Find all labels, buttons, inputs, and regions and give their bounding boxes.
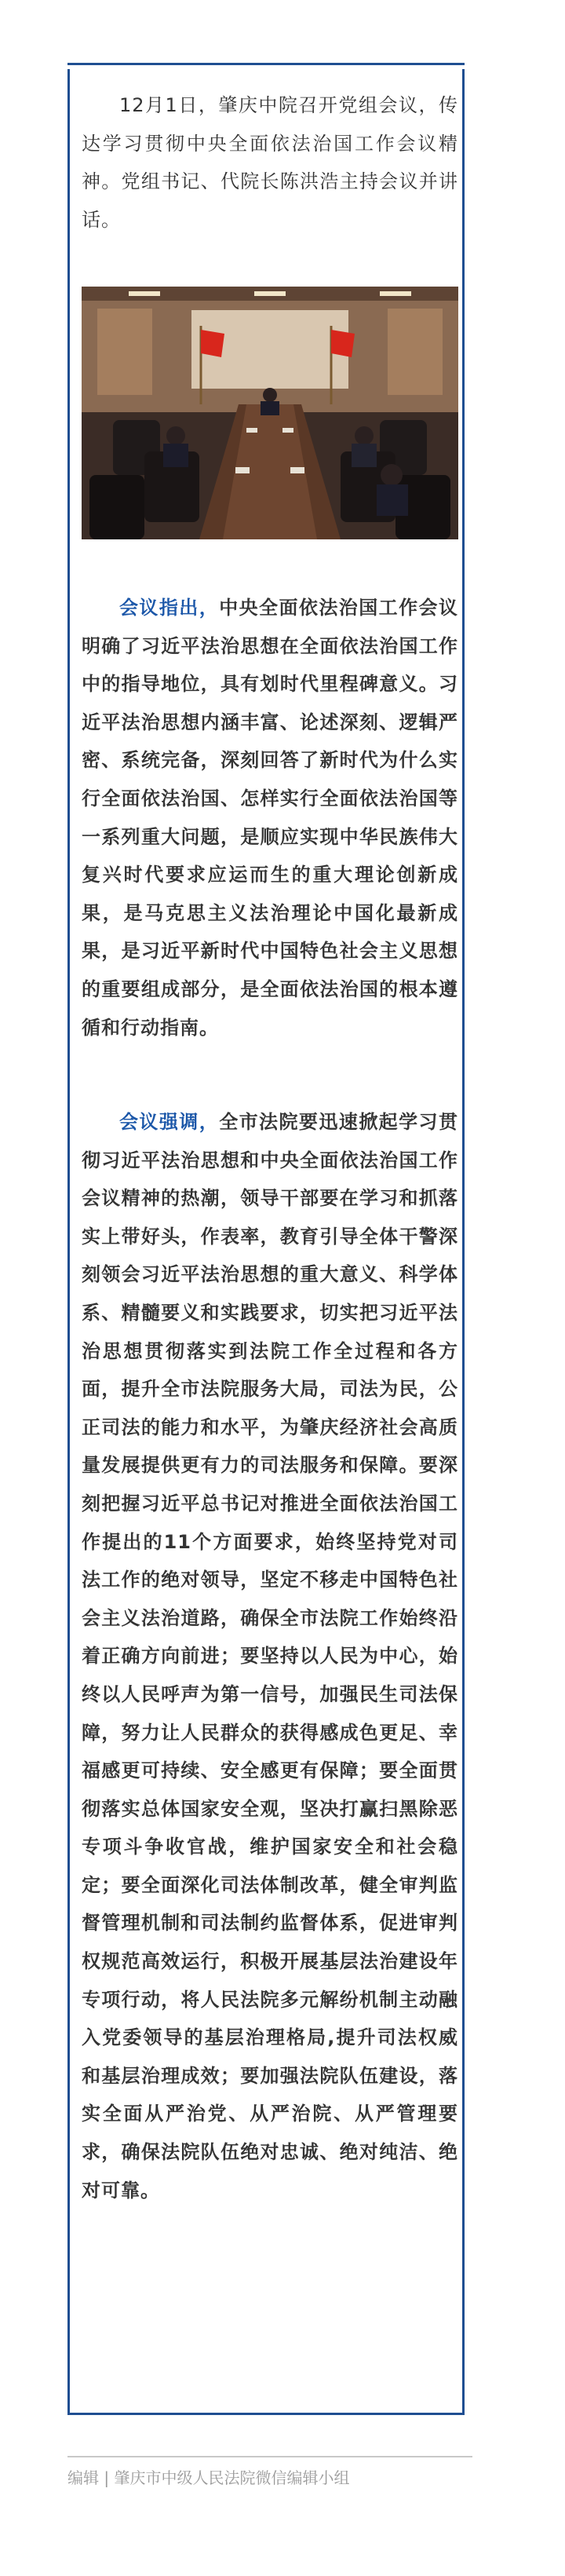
editor-label: 编辑 <box>67 2468 99 2487</box>
meeting-photo <box>82 287 458 539</box>
meeting-room-illustration <box>82 287 458 539</box>
paragraph-intro <box>82 86 458 239</box>
paragraph-meeting-pointed-out <box>82 589 458 1047</box>
paragraph-pointed-out-body: 中央全面依法治国工作会议明确了习近平法治思想在全面依法治国工作中的指导地位，具有划时代里程碑意义。习近平法治思想内涵丰富、论述深刻、逻辑严密、系统完备，深刻回答了新时代为什么实行全面依法治国、怎样实行全面依法治国等一系列重大问题，是顺应实现中华民族伟大复兴时代要求应运而生的重大理论创新成果，是马克思主义法治理论中国化最新成果，是习近平新时代中国特色社会主义思想的重要组成部分，是全面依法治国的根本遵循和行动指南。 <box>82 597 458 1039</box>
lead-phrase-emphasized: 会议强调， <box>119 1111 220 1133</box>
paragraph-meeting-emphasized <box>82 1103 458 2209</box>
paragraph-intro-text: 12月1日，肇庆中院召开党组会议，传达学习贯彻中央全面依法治国工作会议精神。党组书记、代院长陈洪浩主持会议并讲话。 <box>82 94 458 231</box>
lead-phrase-pointed-out: 会议指出， <box>119 597 220 619</box>
paragraph-emphasized-body: 全市法院要迅速掀起学习贯彻习近平法治思想和中央全面依法治国工作会议精神的热潮，领导干部要在学习和抓落实上带好头，作表率，教育引导全体干警深刻领会习近平法治思想的重大意义、科学体系、精髓要义和实践要求，切实把习近平法治思想贯彻落实到法院工作全过程和各方面，提升全市法院服务大局，司法为民，公正司法的能力和水平，为肇庆经济社会高质量发展提供更有力的司法服务和保障。要深刻把握习近平总书记对推进全面依法治国工作提出的11个方面要求，始终坚持党对司法工作的绝对领导，坚定不移走中国特色社会主义法治道路，确保全市法院工作始终沿着正确方向前进；要坚持以人民为中心，始终以人民呼声为第一信号，加强民生司法保障，努力让人民群众的获得感成色更足、幸福感更可持续、安全感更有保障；要全面贯彻落实总体国家安全观，坚决打赢扫黑除恶专项斗争收官战，维护国家安全和社会稳定；要全面深化司法体制改革，健全审判监督管理机制和司法制约监督体系，促进审判权规范高效运行，积极开展基层法治建设年专项行动，将人民法院多元解纷机制主动融入党委领导的基层治理格局,提升司法权威和基层治理成效；要加强法院队伍建设，落实全面从严治党、从严治院、从严管理要求，确保法院队伍绝对忠诚、绝对纯洁、绝对可靠。 <box>82 1111 458 2201</box>
editor-credit <box>67 2462 491 2494</box>
editor-separator: | <box>104 2468 110 2487</box>
editor-name: 肇庆市中级人民法院微信编辑小组 <box>114 2468 350 2487</box>
footer-divider <box>67 2456 472 2457</box>
